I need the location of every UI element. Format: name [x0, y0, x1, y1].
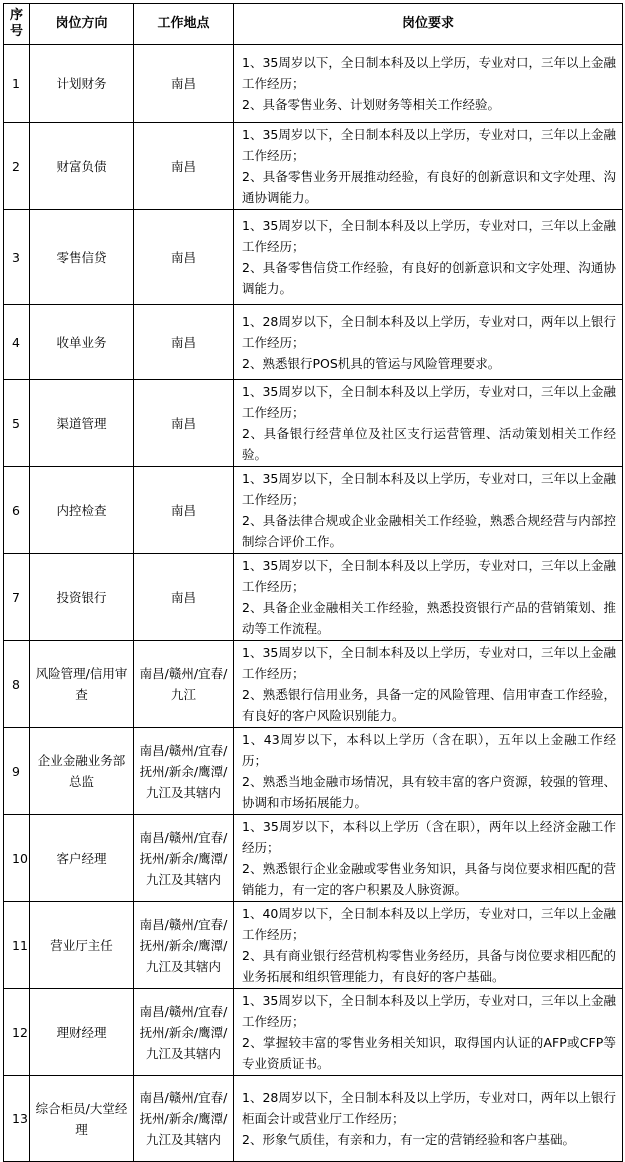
- requirement-item: 2、掌握较丰富的零售业务相关知识，取得国内认证的AFP或CFP等专业资质证书。: [242, 1035, 616, 1071]
- requirement-item: 1、28周岁以下，全日制本科及以上学历，专业对口，两年以上银行柜面会计或营业厅工作经历；: [242, 1090, 616, 1126]
- row-location: 南昌/赣州/宜春/抚州/新余/鹰潭/九江及其辖内: [134, 1076, 234, 1162]
- header-position: 岗位方向: [30, 4, 134, 45]
- table-row: [4, 641, 623, 728]
- table-row: [4, 728, 623, 815]
- table-row: [4, 380, 623, 467]
- header-location: 工作地点: [134, 4, 234, 45]
- header-seq: 序号: [4, 4, 30, 45]
- row-requirements: [234, 989, 623, 1076]
- row-requirements: [234, 1076, 623, 1162]
- row-seq: 2: [4, 123, 30, 210]
- row-position: 风险管理/信用审查: [30, 641, 134, 728]
- row-seq: 9: [4, 728, 30, 815]
- row-seq: 10: [4, 815, 30, 902]
- requirement-item: 2、熟悉银行信用业务，具备一定的风险管理、信用审查工作经验，有良好的客户风险识别能力。: [242, 687, 616, 723]
- requirement-item: 1、35周岁以下，本科以上学历（含在职），两年以上经济金融工作经历；: [242, 819, 616, 855]
- row-seq: 4: [4, 305, 30, 380]
- row-requirements: [234, 641, 623, 728]
- row-location: 南昌: [134, 380, 234, 467]
- row-position: 收单业务: [30, 305, 134, 380]
- row-position: 财富负债: [30, 123, 134, 210]
- table-header-row: [4, 4, 623, 45]
- row-location: 南昌: [134, 210, 234, 305]
- row-requirements: [234, 554, 623, 641]
- row-position: 计划财务: [30, 45, 134, 123]
- header-requirements: 岗位要求: [234, 4, 623, 45]
- row-position: 内控检查: [30, 467, 134, 554]
- row-requirements: [234, 728, 623, 815]
- job-requirements-table: [3, 3, 623, 1162]
- row-requirements: [234, 45, 623, 123]
- row-seq: 12: [4, 989, 30, 1076]
- requirement-item: 1、35周岁以下，全日制本科及以上学历，专业对口，三年以上金融工作经历；: [242, 993, 616, 1029]
- requirement-item: 2、熟悉银行企业金融或零售业务知识，具备与岗位要求相匹配的营销能力，有一定的客户积累及人脉资源。: [242, 861, 616, 897]
- row-requirements: [234, 210, 623, 305]
- row-location: 南昌/赣州/宜春/九江: [134, 641, 234, 728]
- requirement-item: 2、具有商业银行经营机构零售业务经历，具备与岗位要求相匹配的业务拓展和组织管理能力，有良好的客户基础。: [242, 948, 616, 984]
- requirement-item: 2、具备企业金融相关工作经验，熟悉投资银行产品的营销策划、推动等工作流程。: [242, 600, 616, 636]
- row-location: 南昌: [134, 467, 234, 554]
- row-position: 客户经理: [30, 815, 134, 902]
- table-row: [4, 123, 623, 210]
- row-location: 南昌/赣州/宜春/抚州/新余/鹰潭/九江及其辖内: [134, 728, 234, 815]
- requirement-item: 2、具备银行经营单位及社区支行运营管理、活动策划相关工作经验。: [242, 426, 616, 462]
- row-location: 南昌/赣州/宜春/抚州/新余/鹰潭/九江及其辖内: [134, 902, 234, 989]
- row-position: 综合柜员/大堂经理: [30, 1076, 134, 1162]
- requirement-item: 1、35周岁以下，全日制本科及以上学历，专业对口，三年以上金融工作经历；: [242, 55, 616, 91]
- table-row: [4, 210, 623, 305]
- requirement-item: 1、40周岁以下，全日制本科及以上学历，专业对口，三年以上金融工作经历；: [242, 906, 616, 942]
- requirement-item: 1、35周岁以下，全日制本科及以上学历，专业对口，三年以上金融工作经历；: [242, 558, 616, 594]
- table-row: [4, 554, 623, 641]
- row-seq: 7: [4, 554, 30, 641]
- row-position: 渠道管理: [30, 380, 134, 467]
- row-position: 企业金融业务部总监: [30, 728, 134, 815]
- row-seq: 1: [4, 45, 30, 123]
- requirement-item: 1、35周岁以下，全日制本科及以上学历，专业对口，三年以上金融工作经历；: [242, 471, 616, 507]
- row-position: 零售信贷: [30, 210, 134, 305]
- row-seq: 5: [4, 380, 30, 467]
- row-requirements: [234, 380, 623, 467]
- requirement-item: 2、具备零售信贷工作经验，有良好的创新意识和文字处理、沟通协调能力。: [242, 260, 616, 296]
- row-location: 南昌/赣州/宜春/抚州/新余/鹰潭/九江及其辖内: [134, 989, 234, 1076]
- table-row: [4, 467, 623, 554]
- row-location: 南昌/赣州/宜春/抚州/新余/鹰潭/九江及其辖内: [134, 815, 234, 902]
- row-location: 南昌: [134, 305, 234, 380]
- requirement-item: 1、28周岁以下，全日制本科及以上学历，专业对口，两年以上银行工作经历；: [242, 313, 616, 350]
- row-requirements: [234, 467, 623, 554]
- table-row: [4, 989, 623, 1076]
- row-seq: 13: [4, 1076, 30, 1162]
- row-seq: 6: [4, 467, 30, 554]
- row-position: 营业厅主任: [30, 902, 134, 989]
- row-requirements: [234, 123, 623, 210]
- table-row: [4, 45, 623, 123]
- table-body: [4, 45, 623, 1162]
- requirement-item: 2、熟悉银行POS机具的管运与风险管理要求。: [242, 355, 501, 371]
- row-seq: 8: [4, 641, 30, 728]
- table-row: [4, 815, 623, 902]
- row-requirements: [234, 305, 623, 380]
- row-location: 南昌: [134, 554, 234, 641]
- table-row: [4, 902, 623, 989]
- requirement-item: 2、形象气质佳，有亲和力，有一定的营销经验和客户基础。: [242, 1132, 575, 1147]
- requirement-item: 1、35周岁以下，全日制本科及以上学历，专业对口，三年以上金融工作经历；: [242, 218, 616, 254]
- row-seq: 11: [4, 902, 30, 989]
- row-position: 理财经理: [30, 989, 134, 1076]
- requirement-item: 2、具备零售业务、计划财务等相关工作经验。: [242, 97, 500, 112]
- requirement-item: 2、具备零售业务开展推动经验，有良好的创新意识和文字处理、沟通协调能力。: [242, 169, 616, 205]
- row-position: 投资银行: [30, 554, 134, 641]
- requirement-item: 1、35周岁以下，全日制本科及以上学历，专业对口，三年以上金融工作经历；: [242, 645, 616, 681]
- row-requirements: [234, 902, 623, 989]
- row-location: 南昌: [134, 123, 234, 210]
- table-row: [4, 1076, 623, 1162]
- row-location: 南昌: [134, 45, 234, 123]
- row-seq: 3: [4, 210, 30, 305]
- requirement-item: 2、具备法律合规或企业金融相关工作经验，熟悉合规经营与内部控制综合评价工作。: [242, 513, 616, 549]
- row-requirements: [234, 815, 623, 902]
- table-row: [4, 305, 623, 380]
- requirement-item: 2、熟悉当地金融市场情况，具有较丰富的客户资源，较强的管理、协调和市场拓展能力。: [242, 774, 616, 810]
- requirement-item: 1、35周岁以下，全日制本科及以上学历，专业对口，三年以上金融工作经历；: [242, 127, 616, 163]
- requirement-item: 1、43周岁以下，本科以上学历（含在职），五年以上金融工作经历；: [242, 732, 616, 768]
- requirement-item: 1、35周岁以下，全日制本科及以上学历，专业对口，三年以上金融工作经历；: [242, 384, 616, 420]
